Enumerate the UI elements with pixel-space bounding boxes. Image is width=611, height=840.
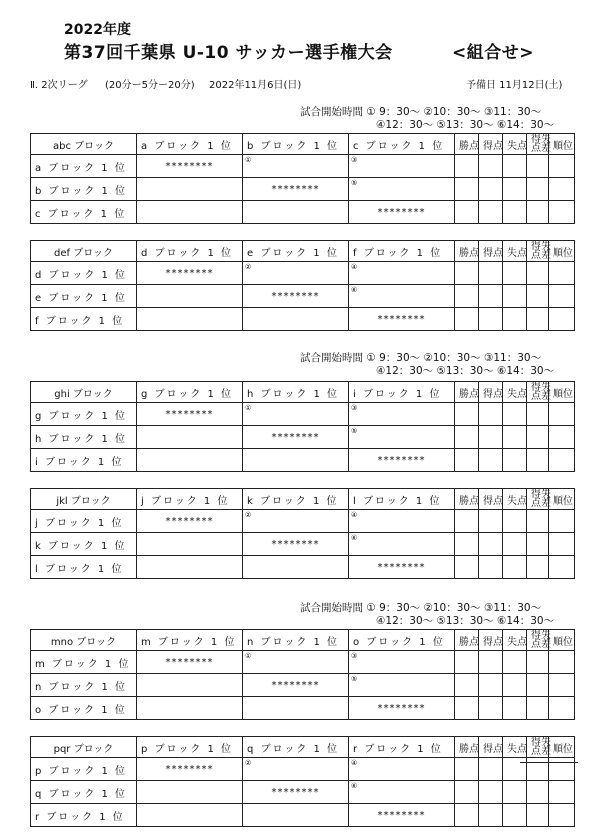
column-header: l ブロック 1 位 [349,489,455,510]
header-goals-for: 得点 [479,630,503,651]
match-cell [243,262,349,285]
group-table [30,240,575,331]
reserve-date: 予備日 11月12日(土) [466,80,563,91]
stat-cell [455,262,479,285]
header-goals-for: 得点 [479,382,503,403]
tournament-title: 第37回千葉県 U-10 サッカー選手権大会 [64,43,393,63]
stat-cell [479,651,503,674]
match-cell [349,155,455,178]
table-row [31,403,575,426]
stat-cell [527,758,549,781]
header-goal-diff [527,489,549,510]
match-number: ⑥ [351,782,358,790]
stat-cell [549,449,575,472]
table-row [31,510,575,533]
header-goals-for: 得点 [479,489,503,510]
row-label: k ブロック 1 位 [31,533,137,556]
stat-cell [527,674,549,697]
self-match-cell: ******** [349,697,455,720]
stat-cell [527,804,549,827]
column-header: o ブロック 1 位 [349,630,455,651]
row-label: a ブロック 1 位 [31,155,137,178]
match-cell [243,403,349,426]
header-rank: 順位 [549,630,575,651]
stat-cell [527,308,549,331]
stat-cell [549,201,575,224]
header-rank: 順位 [549,134,575,155]
match-cell [349,533,455,556]
group-name: pqr ブロック [31,737,137,758]
row-label: c ブロック 1 位 [31,201,137,224]
league-label: Ⅱ. 2次リーグ [30,80,88,91]
stat-cell [455,697,479,720]
table-row [31,533,575,556]
row-label: g ブロック 1 位 [31,403,137,426]
self-match-cell: ******** [349,804,455,827]
stat-cell [503,781,527,804]
stat-cell [549,781,575,804]
header-wins: 勝点 [455,241,479,262]
match-cell [243,449,349,472]
match-cell [137,426,243,449]
stat-cell [549,426,575,449]
stat-cell [549,178,575,201]
stat-cell [455,155,479,178]
match-number: ③ [351,652,358,660]
table-row [31,201,575,224]
table-row [31,556,575,579]
self-match-cell: ******** [137,510,243,533]
stat-cell [527,697,549,720]
group-name: jkl ブロック [31,489,137,510]
match-number: ① [245,652,252,660]
header-rank: 順位 [549,737,575,758]
row-label: o ブロック 1 位 [31,697,137,720]
goal-diff-text: 得失 点差 [531,737,551,757]
goal-diff-text: 得失 点差 [531,630,551,650]
match-number: ① [245,404,252,412]
self-match-cell: ******** [137,262,243,285]
match-number: ③ [351,404,358,412]
row-label: n ブロック 1 位 [31,674,137,697]
schedule-line-2: ④12：30～ ⑤13：30～ ⑥14：30～ [376,119,555,131]
match-number: ④ [351,511,358,519]
group-table [30,133,575,224]
header-goals-for: 得点 [479,737,503,758]
stat-cell [455,533,479,556]
match-number: ③ [351,156,358,164]
stat-cell [455,403,479,426]
match-cell [349,758,455,781]
stat-cell [503,285,527,308]
header-wins: 勝点 [455,630,479,651]
stat-cell [479,155,503,178]
match-cell [137,697,243,720]
stat-cell [455,804,479,827]
row-label: q ブロック 1 位 [31,781,137,804]
stat-cell [503,804,527,827]
header-wins: 勝点 [455,382,479,403]
stat-cell [503,758,527,781]
group-name: ghi ブロック [31,382,137,403]
header-goal-diff [527,241,549,262]
header-goal-diff [527,630,549,651]
goal-diff-text: 得失 点差 [531,382,551,402]
schedule-times [300,106,554,132]
header-wins: 勝点 [455,489,479,510]
stat-cell [527,556,549,579]
column-header: k ブロック 1 位 [243,489,349,510]
group-name: mno ブロック [31,630,137,651]
column-header: p ブロック 1 位 [137,737,243,758]
row-label: j ブロック 1 位 [31,510,137,533]
table-row [31,426,575,449]
stat-cell [479,804,503,827]
group-table [30,488,575,579]
match-cell [349,403,455,426]
self-match-cell: ******** [349,449,455,472]
column-header: f ブロック 1 位 [349,241,455,262]
stat-cell [503,403,527,426]
stat-cell [503,262,527,285]
stat-cell [455,781,479,804]
stat-cell [549,804,575,827]
schedule-times [300,602,554,628]
stat-cell [479,533,503,556]
header-rank: 順位 [549,489,575,510]
header-goals-for: 得点 [479,241,503,262]
stat-cell [479,674,503,697]
match-number: ② [245,263,252,271]
schedule-line-2: ④12：30～ ⑤13：30～ ⑥14：30～ [376,365,555,377]
goal-diff-text: 得失 点差 [531,489,551,509]
column-header: i ブロック 1 位 [349,382,455,403]
group-table [30,736,575,827]
header-goal-diff [527,134,549,155]
stat-cell [503,510,527,533]
stat-cell [455,201,479,224]
table-row [31,449,575,472]
row-label: m ブロック 1 位 [31,651,137,674]
match-cell [137,556,243,579]
stat-cell [479,426,503,449]
self-match-cell: ******** [243,674,349,697]
match-number: ⑤ [351,675,358,683]
column-header: b ブロック 1 位 [243,134,349,155]
group-name: abc ブロック [31,134,137,155]
stat-cell [479,781,503,804]
match-number: ⑤ [351,179,358,187]
stat-cell [455,426,479,449]
stat-cell [479,449,503,472]
header-goals-against: 失点 [503,630,527,651]
year-label: 2022年度 [64,22,131,38]
table-row [31,178,575,201]
header-goals-for: 得点 [479,134,503,155]
header-goals-against: 失点 [503,489,527,510]
header-goals-against: 失点 [503,134,527,155]
match-number: ① [245,156,252,164]
table-row [31,697,575,720]
table-row [31,758,575,781]
header-goal-diff [527,382,549,403]
match-cell [137,178,243,201]
stat-cell [527,403,549,426]
row-label: d ブロック 1 位 [31,262,137,285]
match-cell [243,556,349,579]
match-cell [349,178,455,201]
stat-cell [527,178,549,201]
stat-cell [503,697,527,720]
stat-cell [455,674,479,697]
header-rank: 順位 [549,382,575,403]
match-cell [137,201,243,224]
stat-cell [455,308,479,331]
column-header: r ブロック 1 位 [349,737,455,758]
self-match-cell: ******** [243,533,349,556]
match-date: 2022年11月6日(日) [209,80,302,91]
match-cell [349,781,455,804]
stat-cell [455,285,479,308]
stat-cell [549,651,575,674]
match-number: ⑤ [351,427,358,435]
self-match-cell: ******** [243,426,349,449]
stat-cell [503,449,527,472]
match-cell [137,533,243,556]
stat-cell [527,426,549,449]
goal-diff-text: 得失 点差 [531,241,551,261]
stat-cell [503,651,527,674]
stat-cell [455,510,479,533]
self-match-cell: ******** [243,781,349,804]
stat-cell [527,285,549,308]
stat-cell [527,651,549,674]
table-row [31,674,575,697]
stat-cell [503,308,527,331]
stat-cell [549,155,575,178]
self-match-cell: ******** [349,308,455,331]
stat-cell [479,201,503,224]
match-cell [137,285,243,308]
stat-cell [527,510,549,533]
match-cell [349,285,455,308]
column-header: n ブロック 1 位 [243,630,349,651]
stat-cell [503,556,527,579]
stat-cell [549,697,575,720]
match-cell [349,651,455,674]
self-match-cell: ******** [137,758,243,781]
stat-cell [455,651,479,674]
group-table [30,629,575,720]
match-cell [243,308,349,331]
column-header: m ブロック 1 位 [137,630,243,651]
match-cell [243,201,349,224]
document-subtitle: <組合せ> [452,43,534,63]
row-label: l ブロック 1 位 [31,556,137,579]
match-cell [243,651,349,674]
row-label: f ブロック 1 位 [31,308,137,331]
column-header: g ブロック 1 位 [137,382,243,403]
match-cell [243,804,349,827]
group-name: def ブロック [31,241,137,262]
row-label: b ブロック 1 位 [31,178,137,201]
match-number: ② [245,511,252,519]
stat-cell [479,403,503,426]
match-number: ⑥ [351,534,358,542]
match-cell [137,804,243,827]
self-match-cell: ******** [243,285,349,308]
match-cell [137,674,243,697]
schedule-line-1: 試合開始時間 ① 9：30～ ②10：30～ ③11：30～ [300,602,542,614]
stat-cell [503,155,527,178]
table-row [31,285,575,308]
stat-cell [479,697,503,720]
column-header: a ブロック 1 位 [137,134,243,155]
stat-cell [549,510,575,533]
match-format: (20分ー5分ー20分) [105,80,195,91]
match-cell [243,758,349,781]
stat-cell [527,449,549,472]
match-cell [349,510,455,533]
stat-cell [549,533,575,556]
column-header: j ブロック 1 位 [137,489,243,510]
column-header: d ブロック 1 位 [137,241,243,262]
match-cell [243,697,349,720]
stat-cell [549,262,575,285]
row-label: e ブロック 1 位 [31,285,137,308]
column-header: e ブロック 1 位 [243,241,349,262]
stat-cell [479,285,503,308]
row-label: r ブロック 1 位 [31,804,137,827]
stat-cell [455,178,479,201]
stat-cell [549,403,575,426]
table-row [31,155,575,178]
match-number: ④ [351,759,358,767]
stat-cell [527,262,549,285]
stat-cell [527,533,549,556]
column-header: c ブロック 1 位 [349,134,455,155]
match-cell [349,426,455,449]
row-label: p ブロック 1 位 [31,758,137,781]
stat-cell [549,285,575,308]
divider-line [520,762,578,763]
goal-diff-text: 得失 点差 [531,134,551,154]
self-match-cell: ******** [137,155,243,178]
match-cell [349,262,455,285]
self-match-cell: ******** [137,651,243,674]
stat-cell [479,308,503,331]
stat-cell [479,758,503,781]
table-row [31,262,575,285]
stat-cell [479,556,503,579]
schedule-line-1: 試合開始時間 ① 9：30～ ②10：30～ ③11：30～ [300,106,542,118]
stat-cell [479,262,503,285]
table-row [31,651,575,674]
schedule-line-2: ④12：30～ ⑤13：30～ ⑥14：30～ [376,615,555,627]
document-title [64,38,534,63]
stat-cell [549,674,575,697]
self-match-cell: ******** [243,178,349,201]
stat-cell [503,178,527,201]
row-label: i ブロック 1 位 [31,449,137,472]
stat-cell [479,178,503,201]
header-rank: 順位 [549,241,575,262]
stat-cell [479,510,503,533]
stat-cell [455,556,479,579]
stat-cell [527,781,549,804]
match-cell [137,449,243,472]
match-number: ② [245,759,252,767]
header-wins: 勝点 [455,134,479,155]
header-wins: 勝点 [455,737,479,758]
stat-cell [549,308,575,331]
header-goal-diff [527,737,549,758]
stat-cell [549,556,575,579]
header-goals-against: 失点 [503,737,527,758]
header-goals-against: 失点 [503,241,527,262]
header-goals-against: 失点 [503,382,527,403]
stat-cell [455,758,479,781]
schedule-times [300,352,554,378]
self-match-cell: ******** [349,201,455,224]
column-header: h ブロック 1 位 [243,382,349,403]
group-table [30,381,575,472]
match-cell [137,308,243,331]
match-number: ⑥ [351,286,358,294]
stat-cell [527,155,549,178]
stat-cell [503,201,527,224]
row-label: h ブロック 1 位 [31,426,137,449]
schedule-line-1: 試合開始時間 ① 9：30～ ②10：30～ ③11：30～ [300,352,542,364]
match-cell [349,674,455,697]
self-match-cell: ******** [137,403,243,426]
table-row [31,308,575,331]
match-cell [243,155,349,178]
match-cell [243,510,349,533]
stat-cell [549,758,575,781]
stat-cell [527,201,549,224]
stat-cell [455,449,479,472]
stat-cell [503,674,527,697]
self-match-cell: ******** [349,556,455,579]
stat-cell [503,426,527,449]
match-number: ④ [351,263,358,271]
match-cell [137,781,243,804]
column-header: q ブロック 1 位 [243,737,349,758]
stat-cell [503,533,527,556]
table-row [31,804,575,827]
table-row [31,781,575,804]
